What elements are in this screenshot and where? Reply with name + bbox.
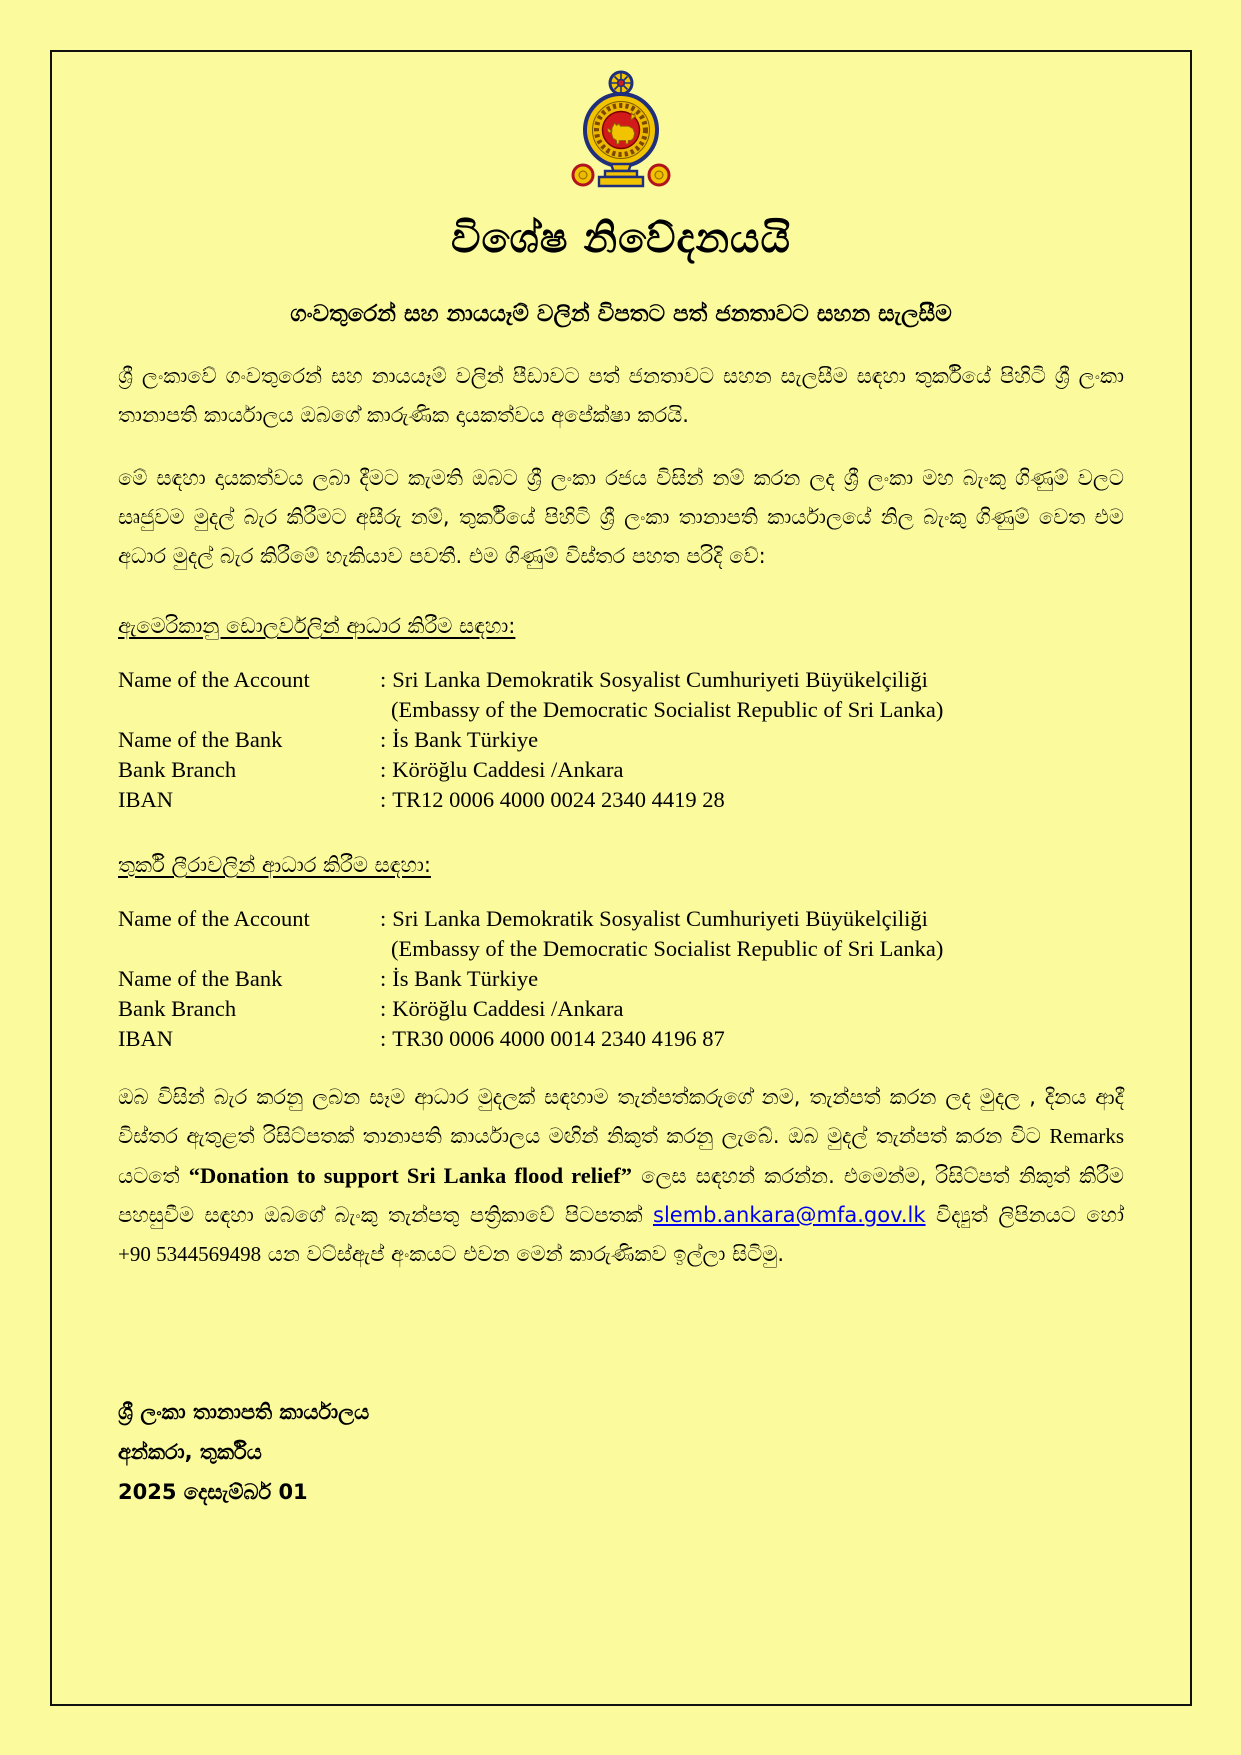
closing-paragraph: [118, 1078, 1124, 1274]
colon-separator: :: [380, 727, 387, 752]
page-title: විශේෂ නිවේදනයයි: [451, 214, 791, 262]
colon-separator: :: [380, 787, 387, 812]
whatsapp-number: +90 5344569498: [118, 1242, 262, 1266]
bank-name-label: Name of the Bank: [118, 966, 283, 991]
instructions-paragraph: මේ සඳහා දායකත්වය ලබා දීමට කැමති ඔබට ශ්‍රී ලංකා රජය විසින් නම් කරන ලද ශ්‍රී ලංකා මහ බැංකු ගිණුම් වලට සෘජුවම මුදල් බැර කිරීමට අසීරු නම්, තුර්කියේ පිහිටි ශ්‍රී ලංකා තානාපති කාර්යාලයේ නිල බැංකු ගිණුම් වෙත එම අධාර මුදල් බැර කිරීමේ හැකියාව පවතී. එම ගිණුම් විස්තර පහත පරිදි වේ:: [118, 466, 1124, 568]
account-name-value: : Sri Lanka Demokratik Sosyalist Cumhuriyeti Büyükelçiliği (Embassy of the Democratic Socialist Republic of Sri Lanka): [380, 665, 1124, 725]
bank-branch-label: Bank Branch: [118, 757, 237, 782]
bank-branch-label: Bank Branch: [118, 996, 237, 1021]
closing-text: විද්‍යුත් ලිපිනයට හෝ: [925, 1203, 1124, 1227]
table-row: [118, 994, 1124, 1024]
notice-date: 2025 දෙසැම්බර් 01: [118, 1480, 308, 1504]
embassy-name: ශ්‍රී ලංකා තානාපති කාර්යාලය: [118, 1400, 370, 1424]
national-emblem-icon: [569, 70, 673, 198]
account-name-value-line2: (Embassy of the Democratic Socialist Republic of Sri Lanka): [391, 936, 944, 961]
iban-label: IBAN: [118, 1026, 173, 1051]
table-row: [118, 1024, 1124, 1054]
email-link[interactable]: slemb.ankara@mfa.gov.lk: [653, 1203, 926, 1227]
usd-account-table: [118, 665, 1124, 815]
iban-value: : TR12 0006 4000 0024 2340 4419 28: [380, 787, 725, 812]
intro-paragraph: ශ්‍රී ලංකාවේ ගංවතුරෙන් සහ නායයෑම් වලින් පීඩාවට පත් ජනතාවට සහන සැලසීම සඳහා තුර්කියේ පිහිටි ශ්‍රී ලංකා තානාපති කාර්යාලය ඔබගේ කාරුණික දායකත්වය අපේක්ෂා කරයි.: [118, 364, 1124, 427]
iban-label: IBAN: [118, 787, 173, 812]
account-name-value: : Sri Lanka Demokratik Sosyalist Cumhuriyeti Büyükelçiliği (Embassy of the Democratic Socialist Republic of Sri Lanka): [380, 904, 1124, 964]
closing-text: ඔබ විසින් බැර කරනු ලබන සෑම ආධාර මුදලක් සඳහාම තැන්පත්කරුගේ නම, තැන්පත් කරන ලද මුදල , දිනය ආදී විස්තර ඇතුළත් රිසිට්පතක් තානාපති කාර්යාලය මඟින් නිකුත් කරනු ලැබේ. ඔබ මුදල් තැන්පත් කරන විට: [118, 1085, 1124, 1148]
table-row: [118, 665, 1124, 725]
closing-text: ලෙස සඳහන් කරන්න. එමෙන්ම, රිසිට්පත් නිකුත් කිරීම පහසුවීම සඳහා ඔබගේ බැංකු තැන්පතු පත්‍රිකාවේ පිටපතක්: [118, 1164, 1124, 1227]
page-border-frame: [50, 50, 1192, 1706]
embassy-location: අන්කරා, තුර්කිය: [118, 1440, 262, 1464]
try-section-heading: තුර්කි ලීරාවලින් ආධාර කිරීම සඳහා:: [118, 853, 431, 877]
table-row: [118, 785, 1124, 815]
colon-separator: :: [380, 996, 387, 1021]
bank-name-value: : İs Bank Türkiye: [380, 727, 539, 752]
table-row: [118, 725, 1124, 755]
sri-lanka-emblem: [118, 70, 1124, 198]
table-row: [118, 755, 1124, 785]
bank-branch-value: : Köröğlu Caddesi /Ankara: [380, 996, 624, 1021]
usd-section-heading: ඇමෙරිකානු ඩොලර්වලින් ආධාර කිරීම සඳහා:: [118, 614, 516, 638]
try-account-table: [118, 904, 1124, 1054]
colon-separator: :: [380, 906, 387, 931]
account-name-label: Name of the Account: [118, 906, 310, 931]
table-row: [118, 964, 1124, 994]
account-name-label: Name of the Account: [118, 667, 310, 692]
bank-name-label: Name of the Bank: [118, 727, 283, 752]
bank-name-value: : İs Bank Türkiye: [380, 966, 539, 991]
colon-separator: :: [380, 1026, 387, 1051]
iban-value: : TR30 0006 4000 0014 2340 4196 87: [380, 1026, 725, 1051]
donation-remark-quote: “Donation to support Sri Lanka flood relief”: [188, 1163, 632, 1188]
bank-branch-value: : Köröğlu Caddesi /Ankara: [380, 757, 624, 782]
colon-separator: :: [380, 757, 387, 782]
remarks-label: Remarks: [1049, 1124, 1124, 1148]
colon-separator: :: [380, 966, 387, 991]
table-row: [118, 904, 1124, 964]
page-subtitle: ගංවතුරෙන් සහ නායයෑම් වලින් විපතට පත් ජනතාවට සහන සැලසීම: [290, 301, 952, 327]
closing-text: යන වට්ස්ඇප් අංකයට එවන මෙන් කාරුණිකව ඉල්ලා සිටිමු.: [261, 1242, 785, 1266]
closing-text: යටතේ: [118, 1164, 189, 1188]
colon-separator: :: [380, 667, 387, 692]
account-name-value-line2: (Embassy of the Democratic Socialist Republic of Sri Lanka): [391, 697, 944, 722]
signature-block: [118, 1392, 1124, 1512]
